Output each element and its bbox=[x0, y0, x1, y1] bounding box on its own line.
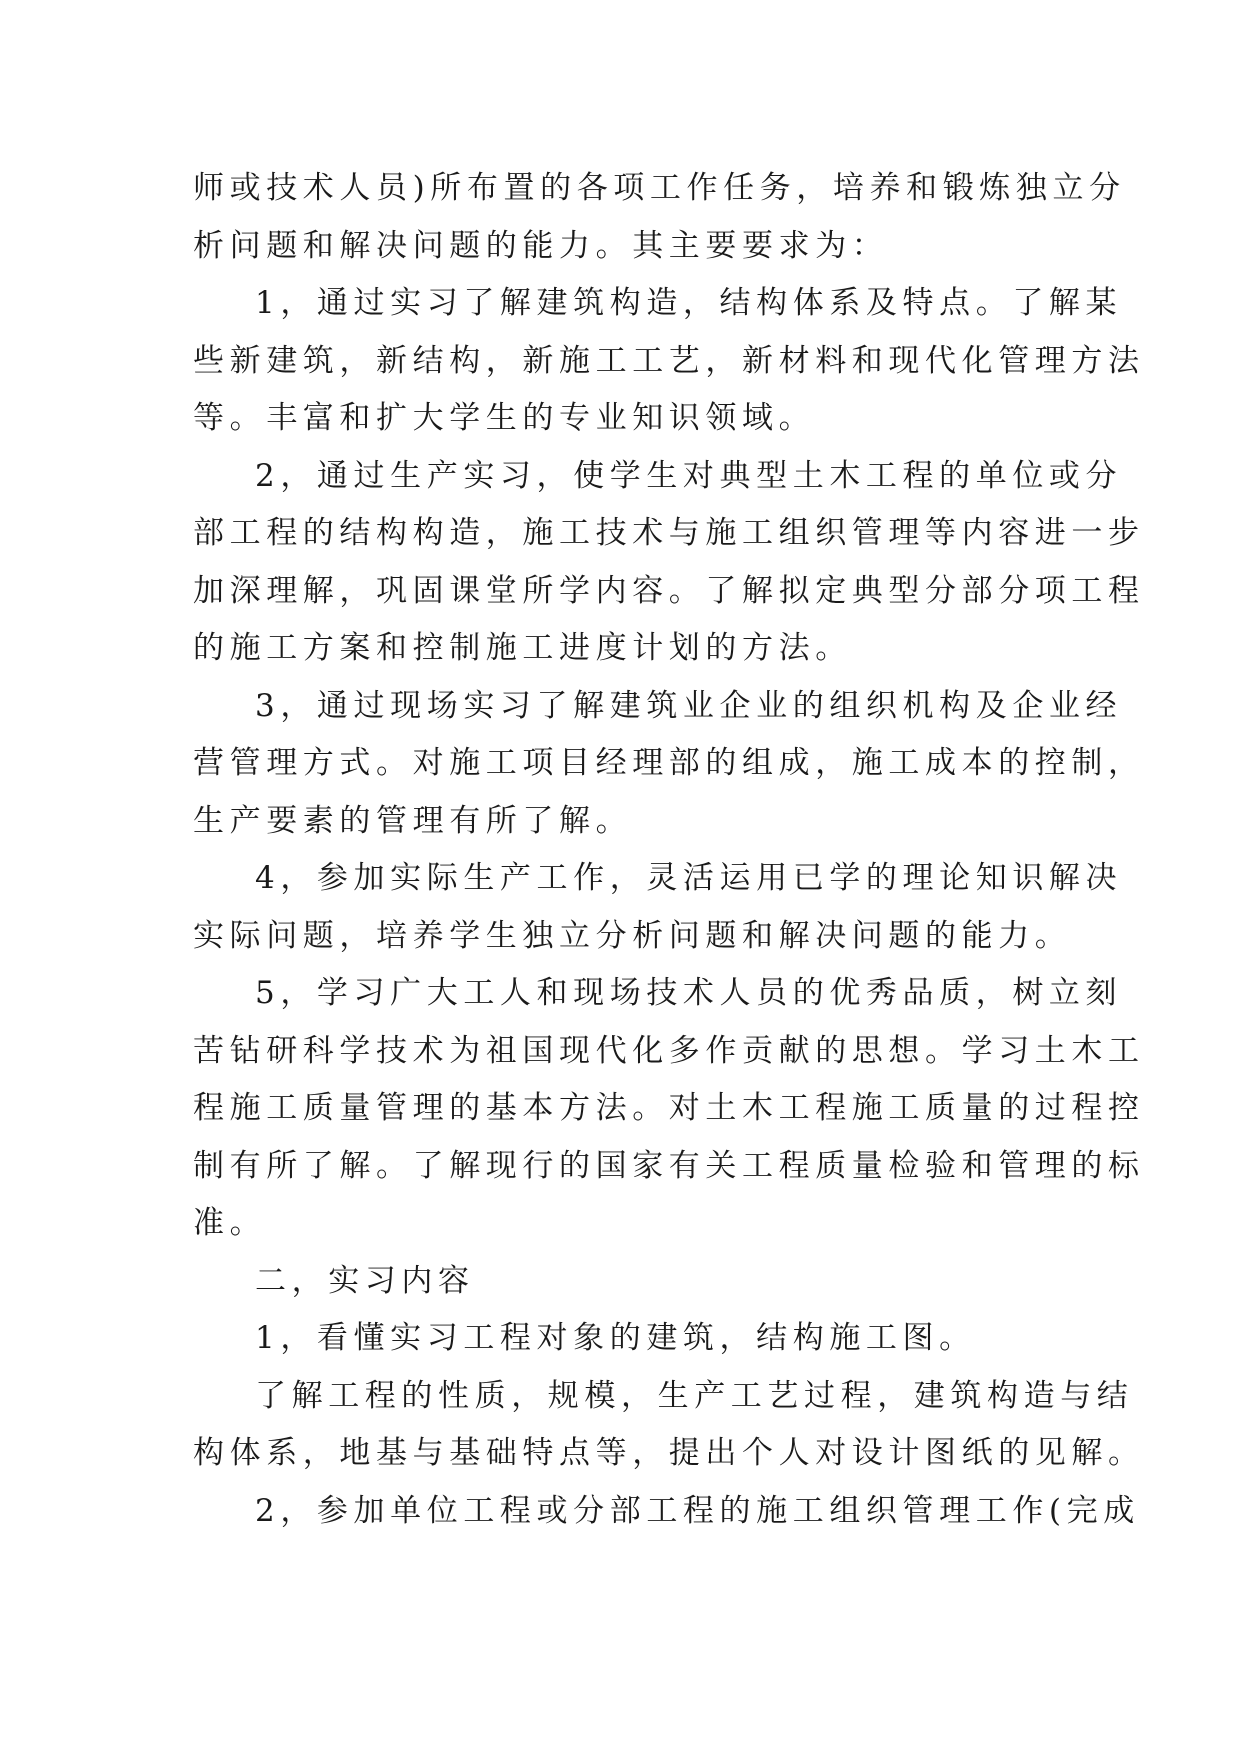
text-line: 苦钻研科学技术为祖国现代化多作贡献的思想。学习土木工 bbox=[193, 1032, 1145, 1069]
text-line: 4，参加实际生产工作，灵活运用已学的理论知识解决 bbox=[255, 860, 1123, 896]
text-line: 营管理方式。对施工项目经理部的组成，施工成本的控制， bbox=[193, 745, 1145, 781]
text-line: 部工程的结构构造，施工技术与施工组织管理等内容进一步 bbox=[193, 515, 1145, 551]
text-line: 实际问题，培养学生独立分析问题和解决问题的能力。 bbox=[193, 917, 1072, 954]
text-line: 准。 bbox=[193, 1205, 267, 1241]
text-line: 师或技术人员)所布置的各项工作任务，培养和锻炼独立分 bbox=[193, 170, 1126, 206]
text-line: 3，通过现场实习了解建筑业企业的组织机构及企业经 bbox=[255, 687, 1123, 724]
text-line: 1，看懂实习工程对象的建筑，结构施工图。 bbox=[255, 1320, 976, 1356]
text-line: 生产要素的管理有所了解。 bbox=[193, 802, 633, 839]
text-line: 些新建筑，新结构，新施工工艺，新材料和现代化管理方法 bbox=[193, 342, 1145, 379]
section-heading: 二，实习内容 bbox=[255, 1262, 475, 1299]
text-line: 构体系，地基与基础特点等，提出个人对设计图纸的见解。 bbox=[193, 1435, 1145, 1471]
text-line: 程施工质量管理的基本方法。对土木工程施工质量的过程控 bbox=[193, 1090, 1145, 1126]
text-line: 制有所了解。了解现行的国家有关工程质量检验和管理的标 bbox=[193, 1147, 1145, 1184]
text-line: 的施工方案和控制施工进度计划的方法。 bbox=[193, 630, 852, 666]
text-line: 等。丰富和扩大学生的专业知识领域。 bbox=[193, 400, 816, 436]
body-text bbox=[193, 160, 1145, 1540]
text-line: 析问题和解决问题的能力。其主要要求为： bbox=[193, 227, 889, 264]
text-line: 5，学习广大工人和现场技术人员的优秀品质，树立刻 bbox=[255, 975, 1123, 1011]
text-line: 加深理解，巩固课堂所学内容。了解拟定典型分部分项工程 bbox=[193, 572, 1145, 609]
text-line: 2，参加单位工程或分部工程的施工组织管理工作(完成 bbox=[255, 1492, 1140, 1529]
text-line: 2，通过生产实习，使学生对典型土木工程的单位或分 bbox=[255, 457, 1123, 494]
text-line: 1，通过实习了解建筑构造，结构体系及特点。了解某 bbox=[255, 285, 1123, 321]
text-line: 了解工程的性质，规模，生产工艺过程，建筑构造与结 bbox=[255, 1377, 1134, 1414]
